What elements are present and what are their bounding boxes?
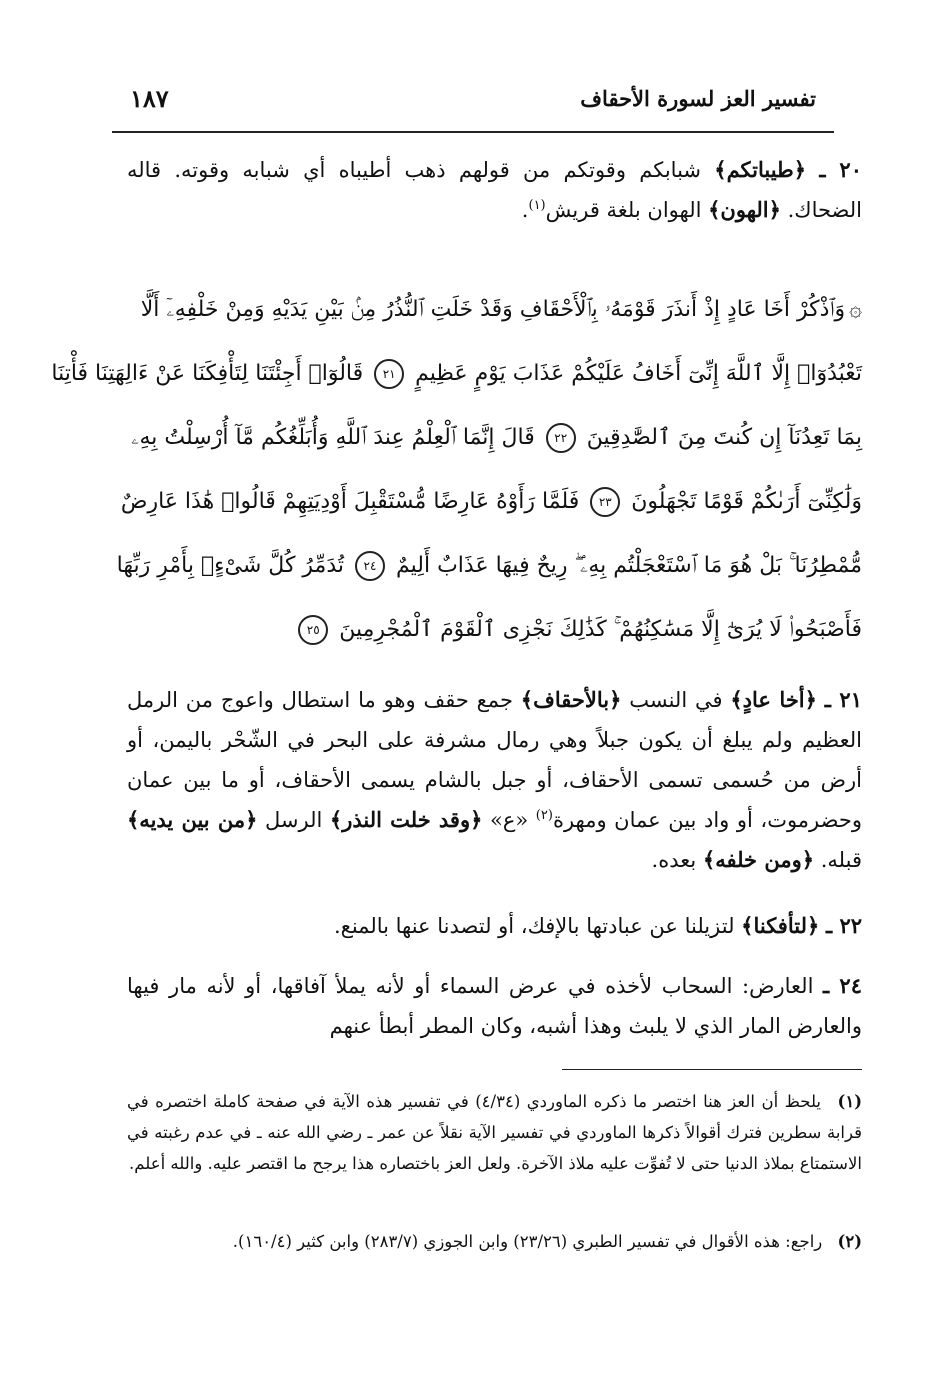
text-segment: جمع حقف وهو ما استطال واعوج من الرمل العظيم ولم يبلغ أن يكون جبلاً وهي رمال مشرفة على البحر في الشّحْر باليمن، أو أرض من حُسمى تسمى الأحقاف، أو جبل بالشام يسمى الأحقاف، أو ما بين عمان وحضرموت، أو واد بين عمان ومهرة — [127, 688, 862, 832]
verse-number: ٢١ ـ — [824, 687, 862, 712]
quran-text: تُدَمِّرُ كُلَّ شَىْءٍۭ بِأَمْرِ رَبِّهَا — [116, 553, 344, 578]
commentary-paragraph-20 — [127, 150, 862, 230]
keyword: ﴿الهون﴾ — [708, 197, 781, 222]
ayah-number-marker: ٢١ — [374, 359, 404, 389]
footnote-divider — [562, 1069, 862, 1070]
page-number: ١٨٧ — [130, 84, 169, 113]
paragraph-text — [127, 906, 862, 946]
quran-text: مُّمْطِرُنَا ۚ بَلْ هُوَ مَا ٱسْتَعْجَلْتُم بِهِۦ ۖ رِيحٌ فِيهَا عَذَابٌ أَلِيمٌ — [396, 553, 862, 578]
text-segment: «ع» — [489, 808, 529, 832]
footnote-text: يلحظ أن العز هنا اختصر ما ذكره الماوردي (٤/٣٤) في تفسير هذه الآية في صفحة كاملة اختصره في قرابة سطرين فترك أقوالاً ذكرها الماوردي في تفسير الآية نقلاً عن عمر ـ رضي الله عنه ـ في عدم رغبته في الاستمتاع بملاذ الدنيا حتى لا تُفوِّت عليه ملاذ الآخرة. ولعل العز باختصاره هذا يرجح ما اقتصر عليه. والله أعلم. — [127, 1092, 862, 1173]
verse-number: ٢٢ ـ — [825, 913, 862, 938]
paragraph-text — [127, 680, 862, 880]
keyword: ﴿من بين يديه﴾ — [127, 807, 258, 832]
commentary-paragraph-21 — [127, 680, 862, 880]
quran-line — [51, 344, 862, 408]
text-segment: العارض: السحاب لأخذه في عرض السماء أو لأنه يملأ آفاقها، أو لأنه مار فيها والعارض المار الذي لا يلبث وهذا أشبه، وكان المطر أبطأ عنهم — [127, 974, 862, 1038]
ayah-number-marker: ٢٣ — [590, 487, 620, 517]
text-segment: الهوان بلغة قريش — [545, 198, 702, 222]
keyword: ﴿أخا عادٍ﴾ — [730, 687, 817, 712]
ayah-number-marker: ٢٢ — [546, 423, 576, 453]
quran-text: قَالُوٓا۟ أَجِئْتَنَا لِتَأْفِكَنَا عَنْ ءَالِهَتِنَا فَأْتِنَا — [51, 361, 364, 386]
text-segment: في النسب — [629, 688, 723, 712]
header-divider — [112, 131, 834, 133]
verse-number: ٢٠ ـ — [819, 157, 862, 182]
footnote-1 — [127, 1086, 862, 1179]
paragraph-text — [127, 150, 862, 230]
ayah-number-marker: ٢٥ — [298, 615, 328, 645]
quran-text: فَأَصْبَحُوا۟ لَا يُرَىٰٓ إِلَّا مَسَٰكِنُهُمْ ۚ كَذَٰلِكَ نَجْزِى ٱلْقَوْمَ ٱلْمُجْرِمِينَ — [339, 617, 862, 642]
text-segment: . — [521, 198, 529, 222]
footnote-ref: (١) — [528, 198, 546, 213]
text-segment: قبله. — [820, 848, 862, 872]
quran-line — [116, 536, 862, 600]
quran-text: فَلَمَّا رَأَوْهُ عَارِضًا مُّسْتَقْبِلَ أَوْدِيَتِهِمْ قَالُوا۟ هَٰذَا عَارِضٌ — [120, 489, 580, 514]
footnote-number: (١) — [837, 1092, 863, 1111]
quran-line — [122, 408, 862, 472]
footnote-number: (٢) — [837, 1232, 862, 1251]
text-segment: بعده. — [651, 848, 697, 872]
keyword: ﴿بالأحقاف﴾ — [520, 687, 622, 712]
quran-text: وَلَٰكِنِّىٓ أَرَىٰكُمْ قَوْمًا تَجْهَلُونَ — [631, 489, 862, 514]
quran-text: بِمَا تَعِدُنَآ إِن كُنتَ مِنَ ٱلصَّٰدِقِينَ — [586, 425, 862, 450]
paragraph-text — [127, 966, 862, 1046]
quran-text: قَالَ إِنَّمَا ٱلْعِلْمُ عِندَ ٱللَّهِ وَأُبَلِّغُكُم مَّآ أُرْسِلْتُ بِهِۦ — [131, 425, 535, 450]
quran-line — [122, 472, 862, 536]
commentary-paragraph-22 — [127, 906, 862, 946]
keyword: ﴿لتأفكنا﴾ — [741, 913, 820, 938]
keyword: ﴿طيباتكم﴾ — [714, 157, 807, 182]
text-segment: شبابكم وقوتكم من قولهم ذهب أطيباه أي شبابه وقوته. قاله الضحاك. — [127, 158, 862, 222]
ayah-number-marker: ٢٤ — [355, 551, 385, 581]
verse-number: ٢٤ ـ — [823, 973, 862, 998]
hizb-ornament: ۞ — [849, 297, 862, 322]
footnote-2 — [127, 1226, 862, 1257]
quran-text: وَٱذْكُرْ أَخَا عَادٍ إِذْ أَنذَرَ قَوْمَهُۥ بِٱلْأَحْقَافِ وَقَدْ خَلَتِ ٱلنُّذُرُ مِنۢ بَيْنِ يَدَيْهِ وَمِنْ خَلْفِهِۦٓ أَلَّا — [140, 297, 846, 322]
footnote-text: راجع: هذه الأقوال في تفسير الطبري (٢٣/٢٦) وابن الجوزي (٢٨٣/٧) وابن كثير (١٦٠/٤). — [232, 1232, 823, 1251]
quran-line — [122, 280, 862, 344]
keyword: ﴿وقد خلت النذر﴾ — [329, 807, 483, 832]
running-header — [112, 86, 834, 126]
text-segment: الرسل — [264, 808, 323, 832]
quran-text: تَعْبُدُوٓا۟ إِلَّا ٱللَّهَ إِنِّىٓ أَخَافُ عَلَيْكُمْ عَذَابَ يَوْمٍ عَظِيمٍ — [415, 361, 862, 386]
keyword: ﴿ومن خلفه﴾ — [702, 847, 815, 872]
commentary-paragraph-24 — [127, 966, 862, 1046]
quran-verses-block — [51, 280, 862, 664]
footnote-ref: (٢) — [535, 808, 553, 823]
header-title: تفسير العز لسورة الأحقاف — [580, 86, 816, 111]
quran-line — [122, 600, 862, 664]
text-segment: لتزيلنا عن عبادتها بالإفك، أو لتصدنا عنها بالمنع. — [333, 914, 735, 938]
